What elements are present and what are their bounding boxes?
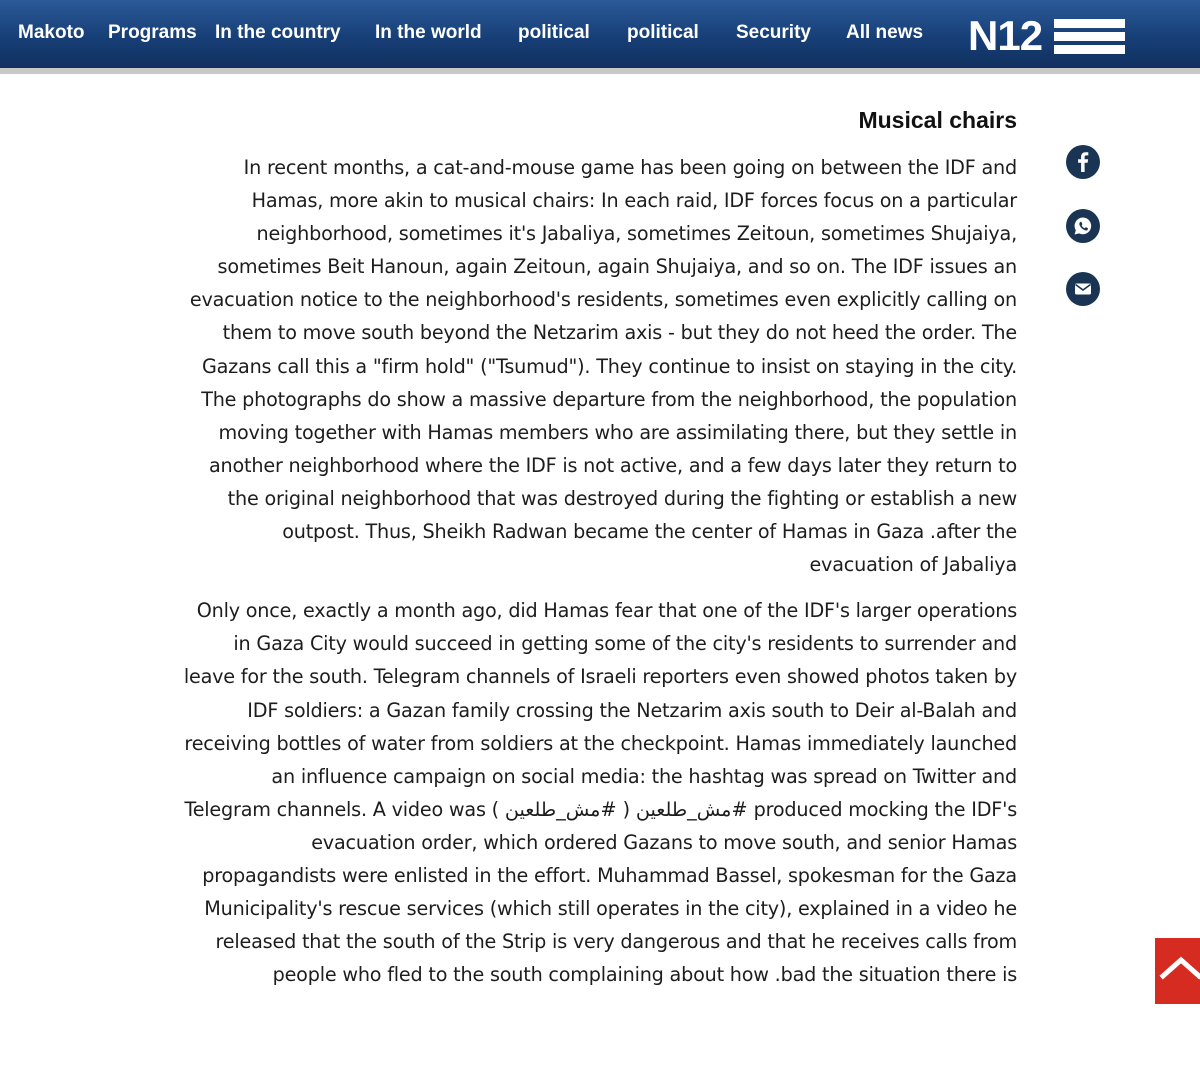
section-heading: Musical chairs <box>858 107 1017 133</box>
n12-logo[interactable] <box>968 14 1128 58</box>
facebook-share-button[interactable] <box>1066 145 1100 179</box>
top-navigation-bar <box>0 0 1200 74</box>
back-to-top-button[interactable] <box>1155 938 1200 1004</box>
whatsapp-icon <box>1066 209 1100 243</box>
email-share-button[interactable] <box>1066 272 1100 306</box>
nav-item-programs[interactable]: Programs <box>108 22 197 43</box>
nav-item-makoto[interactable]: Makoto <box>18 22 85 43</box>
article-paragraph: Only once, exactly a month ago, did Hamas fear that one of the IDF's larger operations in Gaza City would succeed in getting some of the city's residents to surrender and leave for the south. Telegram channels of Israeli reporters even showed photos taken by IDF soldiers: a Gazan family crossing the Netzarim axis south to Deir al-Balah and receiving bottles of water from soldiers at the checkpoint. Hamas immediately launched an influence campaign on social media: the hashtag was spread on Twitter and Telegram channels. A video was ( مش_طلعين# ) مش_طلعين# produced mocking the IDF's evacuation order, which ordered Gazans to move south, and senior Hamas propagandists were enlisted in the effort. Muhammad Bassel, spokesman for the Gaza Municipality's rescue services (which still operates in the city), explained in a video he released that the south of the Strip is very dangerous and that he receives calls from people who fled to the south complaining about how .bad the situation there is <box>183 599 1017 987</box>
nav-item-in-the-country[interactable]: In the country <box>215 22 341 43</box>
article-paragraph: In recent months, a cat-and-mouse game has been going on between the IDF and Hamas, more akin to musical chairs: In each raid, IDF forces focus on a particular neighborhood, sometimes it's Jabaliya, sometimes Zeitoun, sometimes Shujaiya, sometimes Beit Hanoun, again Zeitoun, again Shujaiya, and so on. The IDF issues an evacuation notice to the neighborhood's residents, sometimes even explicitly calling on them to move south beyond the Netzarim axis - but they do not heed the order. The Gazans call this a "firm hold" ("Tsumud"). They continue to insist on staying in the city. The photographs do show a massive departure from the neighborhood, the population moving together with Hamas members who are assimilating there, but they settle in another neighborhood where the IDF is not active, and a few days later they return to the original neighborhood that was destroyed during the fighting or establish a new outpost. Thus, Sheikh Radwan became the center of Hamas in Gaza .after the evacuation of Jabaliya <box>189 156 1017 577</box>
nav-item-political-2[interactable]: political <box>627 22 699 43</box>
facebook-icon <box>1066 145 1100 179</box>
logo-stripes <box>1054 19 1125 55</box>
email-icon <box>1066 272 1100 306</box>
nav-item-security[interactable]: Security <box>736 22 811 43</box>
nav-item-political[interactable]: political <box>518 22 590 43</box>
logo-text: N12 <box>968 12 1043 59</box>
nav-item-in-the-world[interactable]: In the world <box>375 22 482 43</box>
chevron-up-icon <box>1155 938 1200 1004</box>
nav-item-all-news[interactable]: All news <box>846 22 924 43</box>
whatsapp-share-button[interactable] <box>1066 209 1100 243</box>
article-body <box>180 104 1017 1004</box>
